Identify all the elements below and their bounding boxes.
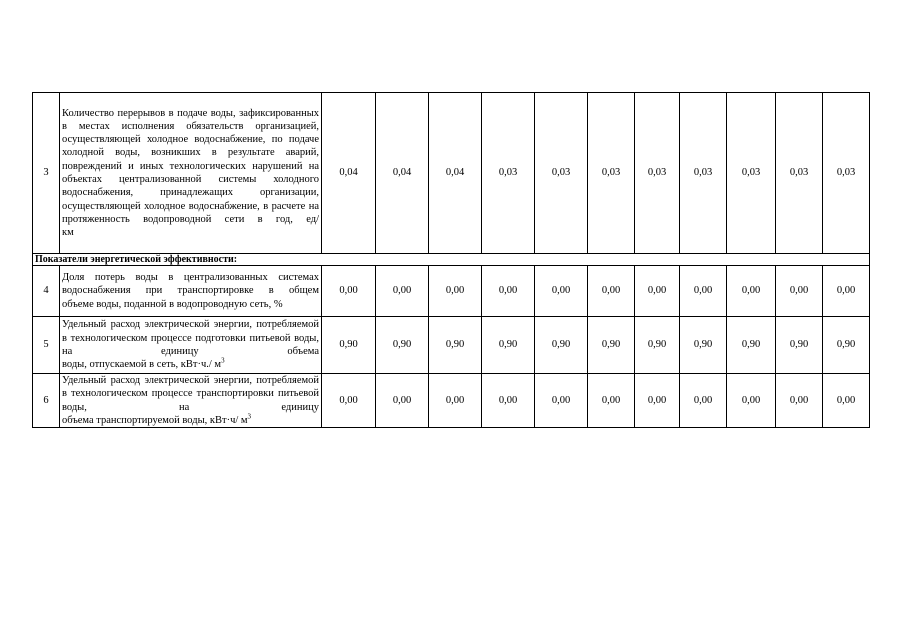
- value-cell: 0,90: [535, 317, 588, 374]
- value-cell: 0,00: [429, 266, 482, 317]
- row-description: Удельный расход электрической энергии, потребляемой в технологическом процессе транспортировки питьевой воды, на единицу объема транспортируемой воды, кВт·ч/ $м^3$: [60, 374, 322, 428]
- value-cell: 0,03: [535, 93, 588, 254]
- value-cell: 0,04: [322, 93, 376, 254]
- value-cell: 0,00: [727, 374, 776, 428]
- value-cell: 0,00: [680, 374, 727, 428]
- value-cell: 0,00: [635, 266, 680, 317]
- value-cell: 0,00: [322, 266, 376, 317]
- section-title: Показатели энергетической эффективности:: [33, 254, 870, 266]
- value-cell: 0,00: [635, 374, 680, 428]
- value-cell: 0,04: [429, 93, 482, 254]
- table-row: [33, 266, 870, 317]
- value-cell: 0,03: [776, 93, 823, 254]
- value-cell: 0,00: [482, 266, 535, 317]
- value-cell: 0,90: [635, 317, 680, 374]
- value-cell: 0,03: [680, 93, 727, 254]
- value-cell: 0,00: [376, 266, 429, 317]
- value-cell: 0,00: [535, 374, 588, 428]
- value-cell: 0,03: [588, 93, 635, 254]
- value-cell: 0,04: [376, 93, 429, 254]
- row-number: 4: [33, 266, 60, 317]
- value-cell: 0,00: [429, 374, 482, 428]
- value-cell: 0,00: [588, 374, 635, 428]
- value-cell: 0,00: [588, 266, 635, 317]
- value-cell: 0,03: [727, 93, 776, 254]
- value-cell: 0,90: [322, 317, 376, 374]
- value-cell: 0,00: [376, 374, 429, 428]
- value-cell: 0,90: [776, 317, 823, 374]
- value-cell: 0,00: [482, 374, 535, 428]
- value-cell: 0,90: [823, 317, 870, 374]
- value-cell: 0,03: [635, 93, 680, 254]
- table-row: [33, 93, 870, 254]
- table-row: [33, 374, 870, 428]
- value-cell: 0,90: [588, 317, 635, 374]
- value-cell: 0,90: [429, 317, 482, 374]
- value-cell: 0,00: [727, 266, 776, 317]
- value-cell: 0,00: [776, 374, 823, 428]
- row-number: 3: [33, 93, 60, 254]
- value-cell: 0,90: [482, 317, 535, 374]
- table-row: [33, 317, 870, 374]
- value-cell: 0,00: [823, 266, 870, 317]
- value-cell: 0,03: [482, 93, 535, 254]
- value-cell: 0,00: [322, 374, 376, 428]
- value-cell: 0,90: [376, 317, 429, 374]
- indicators-table: [32, 92, 870, 428]
- value-cell: 0,00: [535, 266, 588, 317]
- section-row: [33, 254, 870, 266]
- row-description: Количество перерывов в подаче воды, зафиксированных в местах исполнения обязательств организацией, осуществляющей холодное водоснабжение, по подаче холодной воды, возникших в результате аварий, повреждений и иных технологических нарушений на объектах централизованной системы холодного водоснабжения, принадлежащих организации, осуществляющей холодное водоснабжение, в расчете на протяженность водопроводной сети в год, ед/ км: [60, 93, 322, 254]
- value-cell: 0,03: [823, 93, 870, 254]
- row-number: 6: [33, 374, 60, 428]
- value-cell: 0,00: [680, 266, 727, 317]
- row-description: Удельный расход электрической энергии, потребляемой в технологическом процессе подготовки питьевой воды, на единицу объема воды, отпускаемой в сеть, кВт·ч./ $м^3$: [60, 317, 322, 374]
- value-cell: 0,00: [776, 266, 823, 317]
- row-description: Доля потерь воды в централизованных системах водоснабжения при транспортировке в общем объеме воды, поданной в водопроводную сеть, %: [60, 266, 322, 317]
- row-number: 5: [33, 317, 60, 374]
- value-cell: 0,90: [727, 317, 776, 374]
- value-cell: 0,90: [680, 317, 727, 374]
- value-cell: 0,00: [823, 374, 870, 428]
